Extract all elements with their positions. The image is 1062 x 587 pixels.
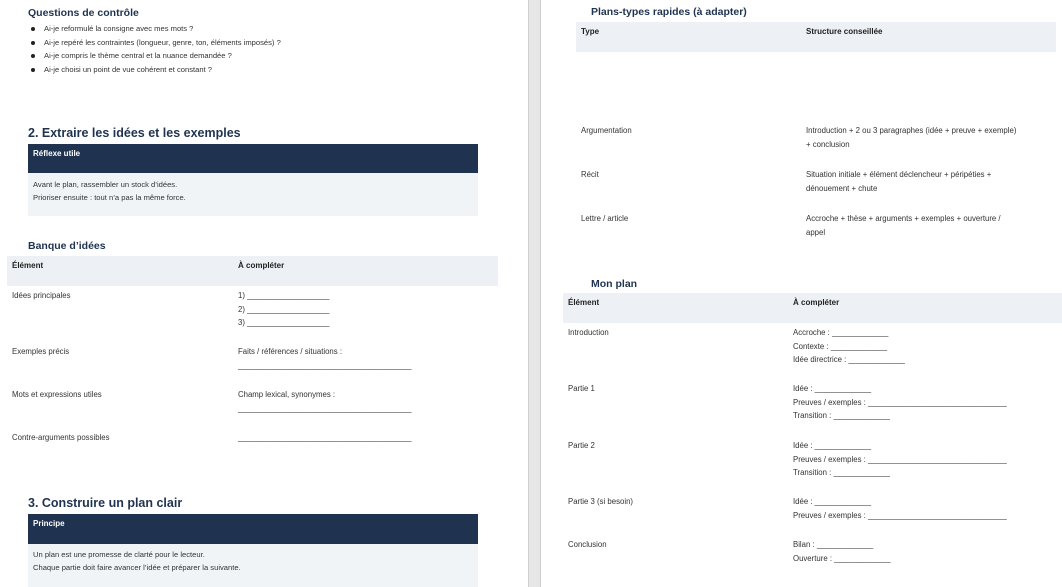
bank-table-header [7,256,498,286]
list-item: Ai-je reformulé la consigne avec mes mots ? [28,22,498,36]
table-row-label: Contre-arguments possibles [12,433,110,442]
bank-col-element: Élément [12,261,44,270]
list-item: Ai-je compris le thème central et la nuance demandée ? [28,49,498,63]
left-page [0,0,528,587]
table-row-fill[interactable]: Faits / références / situations : ________________________________________ [238,347,412,370]
bank-title: Banque d’idées [28,240,106,252]
table-row-label: Partie 1 [568,384,595,393]
table-row-label: Récit [581,170,599,179]
myplan-col-element: Élément [568,298,600,307]
box-line: Un plan est une promesse de clarté pour le lecteur. [33,550,205,559]
table-row-label: Introduction [568,328,609,337]
section3-box-body [28,544,478,587]
questions-list [28,22,498,76]
box-line: Prioriser ensuite : tout n’a pas la même force. [33,193,186,202]
plans-col-structure: Structure conseillée [806,27,883,36]
myplan-title: Mon plan [591,278,638,290]
right-page [541,0,1062,587]
table-row-fill[interactable]: Idée : _____________ Preuves / exemples : ________________________________ Transition : _____________ [793,441,1007,477]
plans-table-header [576,22,1056,52]
section3-title: 3. Construire un plan clair [28,496,183,510]
table-row-fill[interactable]: ________________________________________ [238,433,412,442]
box-line: Avant le plan, rassembler un stock d’idées. [33,180,178,189]
table-row-label: Idées principales [12,291,71,300]
table-row-fill[interactable]: Idée : _____________ Preuves / exemples : ________________________________ [793,497,1007,520]
section2-box-body [28,173,478,216]
table-row-value: Situation initiale + élément déclencheur + péripéties + dénouement + chute [806,170,992,193]
table-row-label: Mots et expressions utiles [12,390,102,399]
table-row-fill[interactable]: Champ lexical, synonymes : ________________________________________ [238,390,412,413]
questions-title: Questions de contrôle [28,7,139,19]
plans-col-type: Type [581,27,600,36]
page-gutter [528,0,541,587]
table-row-label: Partie 3 (si besoin) [568,497,634,506]
bank-col-complete: À compléter [238,261,285,270]
table-row-value: Accroche + thèse + arguments + exemples + ouverture / appel [806,214,1001,237]
section2-title: 2. Extraire les idées et les exemples [28,126,241,140]
myplan-col-complete: À compléter [793,298,840,307]
table-row-fill[interactable]: Bilan : _____________ Ouverture : _____________ [793,540,891,563]
table-row-label: Partie 2 [568,441,595,450]
section3-box-title: Principe [28,514,478,544]
table-row-value: Introduction + 2 ou 3 paragraphes (idée + preuve + exemple) + conclusion [806,126,1017,149]
list-item: Ai-je choisi un point de vue cohérent et constant ? [28,63,498,77]
table-row-fill[interactable]: Idée : _____________ Preuves / exemples : ________________________________ Transition : _____________ [793,384,1007,420]
table-row-label: Lettre / article [581,214,629,223]
table-row-label: Conclusion [568,540,607,549]
table-row-label: Argumentation [581,126,632,135]
table-row-fill[interactable]: Accroche : _____________ Contexte : _____________ Idée directrice : _____________ [793,328,905,364]
list-item: Ai-je repéré les contraintes (longueur, genre, ton, éléments imposés) ? [28,36,498,50]
table-row-label: Exemples précis [12,347,70,356]
box-line: Chaque partie doit faire avancer l’idée et préparer la suivante. [33,563,241,572]
section2-box-title: Réflexe utile [28,144,478,173]
table-row-fill[interactable]: 1) ___________________ 2) ___________________ 3) ___________________ [238,291,330,327]
plans-title: Plans-types rapides (à adapter) [591,6,747,18]
myplan-table-header [563,293,1062,323]
